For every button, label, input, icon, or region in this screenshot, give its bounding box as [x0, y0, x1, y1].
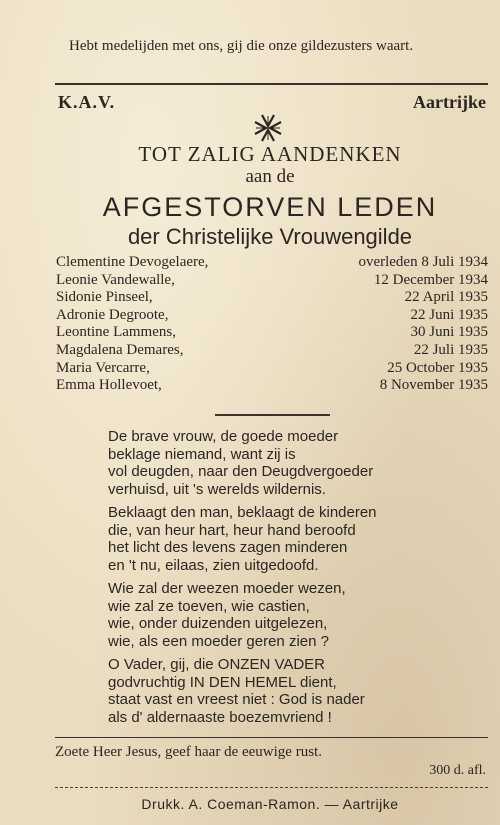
poem-stanza-1 [108, 428, 438, 498]
member-row [56, 377, 488, 395]
member-row [56, 289, 488, 307]
member-name: Emma Hollevoet, [56, 377, 162, 394]
member-name: Adronie Degroote, [56, 306, 169, 323]
poem-line: wie, als een moeder geren zien ? [108, 632, 329, 650]
poem-stanza-3 [108, 580, 438, 650]
member-date: 22 Juni 1935 [410, 306, 488, 323]
heading-line-3: AFGESTORVEN LEDEN [102, 192, 438, 222]
heading-line-1: TOT ZALIG AANDENKEN [138, 142, 402, 166]
member-date: 8 November 1935 [379, 377, 488, 394]
member-row [56, 360, 488, 378]
maltese-cross-icon [252, 112, 284, 144]
poem-stanza-2 [108, 504, 438, 574]
center-divider [215, 414, 330, 416]
poem-line: vol deugden, naar den Deugdvergoeder [108, 463, 374, 481]
intro-text: Hebt medelijden met ons, gij die onze gildezusters waart. [69, 38, 414, 54]
member-date: 25 October 1935 [387, 359, 488, 376]
top-divider [55, 83, 488, 85]
member-row [56, 254, 488, 272]
member-date: 22 Juli 1935 [413, 341, 488, 358]
member-name: Leonie Vandewalle, [56, 271, 175, 288]
member-name: Leontine Lammens, [56, 324, 176, 341]
member-date: 12 December 1934 [373, 271, 488, 288]
poem-line: O Vader, gij, die ONZEN VADER [108, 656, 326, 673]
poem-line: verhuisd, uit 's werelds wildernis. [108, 480, 326, 498]
member-date: 22 April 1935 [404, 289, 488, 306]
poem-line: beklage niemand, want zij is [108, 445, 296, 463]
member-row [56, 307, 488, 325]
heading-line-2: aan de [245, 166, 295, 187]
bottom-divider [55, 737, 488, 738]
member-row [56, 342, 488, 360]
printer-credit: Drukk. A. Coeman-Ramon. — Aartrijke [141, 796, 399, 812]
poem-line: De brave vrouw, de goede moeder [108, 428, 339, 445]
poem-line: als d' aldernaaste boezemvriend ! [108, 708, 332, 726]
poem-line: staat vast en vreest niet : God is nader [108, 691, 365, 709]
poem-stanza-4 [108, 656, 438, 726]
indulgence-text: 300 d. afl. [429, 763, 486, 778]
poem-line: Wie zal der weezen moeder wezen, [108, 580, 346, 597]
member-name: Maria Vercarre, [56, 359, 150, 376]
poem-line: en 't nu, eilaas, zien uitgedoofd. [108, 556, 319, 574]
member-name: Sidonie Pinseel, [56, 289, 153, 306]
poem-line: het licht des levens zagen minderen [108, 539, 348, 557]
heading-line-4: der Christelijke Vrouwengilde [127, 224, 413, 249]
member-row [56, 324, 488, 342]
member-date: overleden 8 Juli 1934 [358, 254, 488, 270]
poem-line: wie zal ze toeven, wie castien, [108, 597, 310, 615]
place-label: Aartrijke [413, 92, 486, 112]
member-name: Magdalena Demares, [56, 341, 184, 358]
member-name: Clementine Devogelaere, [56, 254, 209, 270]
organization-label: K.A.V. [58, 92, 116, 112]
poem-line: die, van heur hart, heur hand beroofd [108, 521, 356, 539]
printer-divider [55, 787, 488, 788]
poem-line: godvruchtig IN DEN HEMEL dient, [108, 673, 337, 691]
poem-line: wie, onder duizenden uitgelezen, [108, 615, 328, 633]
member-date: 30 Juni 1935 [410, 324, 488, 341]
prayer-text: Zoete Heer Jesus, geef haar de eeuwige rust. [55, 744, 322, 760]
poem-line: Beklaagt den man, beklaagt de kinderen [108, 504, 377, 521]
members-list [56, 254, 488, 395]
member-row [56, 272, 488, 290]
